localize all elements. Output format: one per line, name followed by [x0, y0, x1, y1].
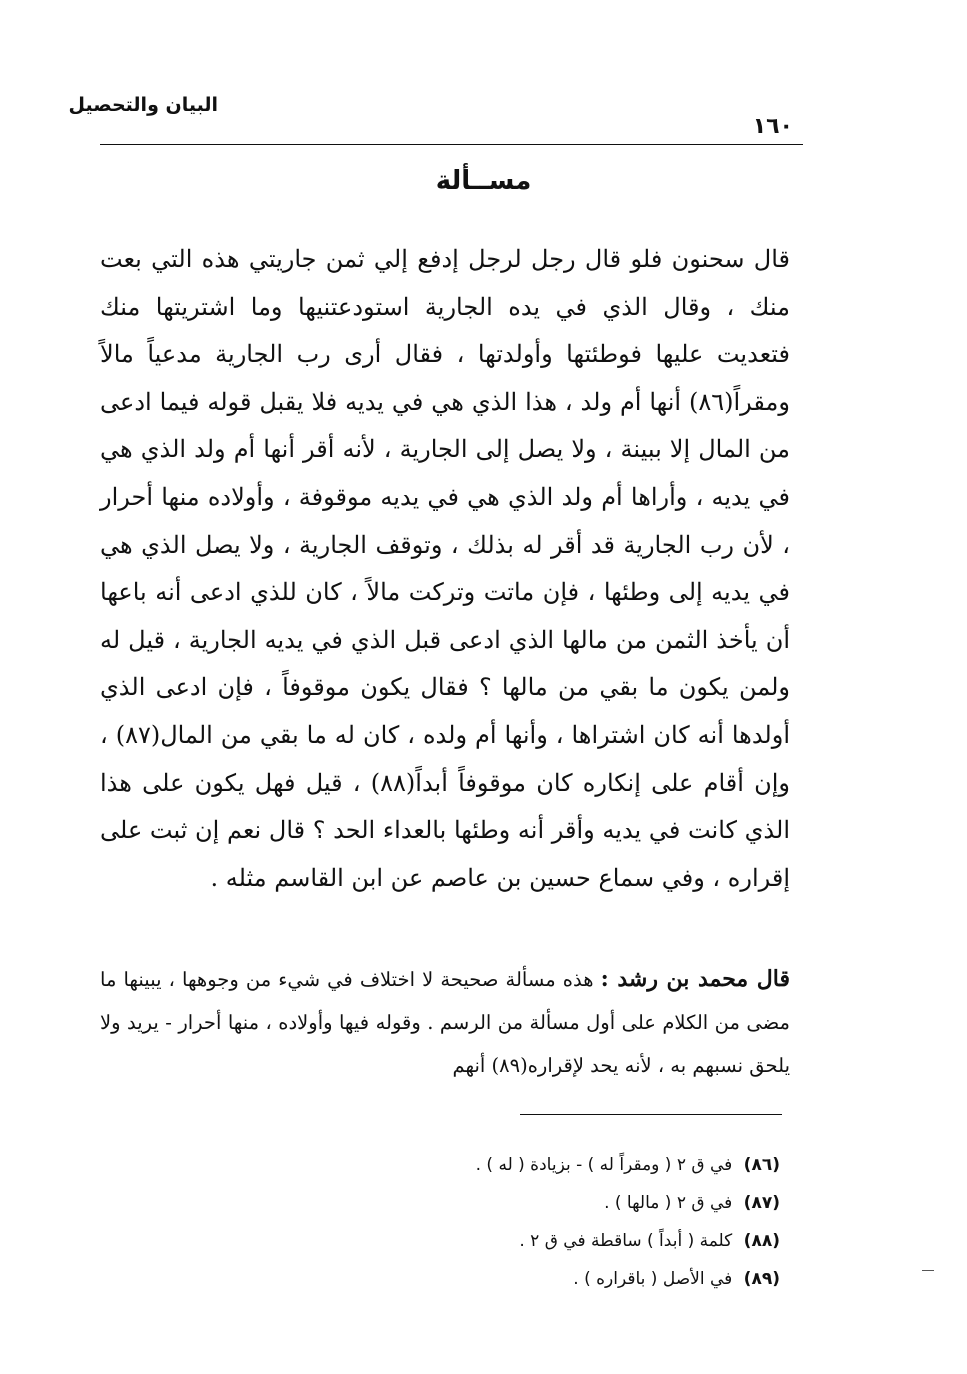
commentary-paragraph	[100, 958, 790, 1087]
header-divider	[100, 144, 803, 145]
page-header	[68, 86, 803, 146]
footnote-item	[280, 1146, 780, 1184]
footnote-number: (٨٦)	[743, 1155, 780, 1175]
running-book-title: البيان والتحصيل	[68, 94, 218, 116]
footnote-divider	[520, 1114, 782, 1115]
footnote-text: في ق ٢ ( مالها ) .	[604, 1193, 733, 1213]
commentary-lead: قال محمد بن رشد :	[600, 966, 790, 992]
footnote-text: كلمة ( أبداً ) ساقطة في ق ٢ .	[519, 1231, 733, 1251]
footnote-number: (٨٨)	[743, 1231, 780, 1251]
main-paragraph: قال سحنون فلو قال رجل لرجل إدفع إلي ثمن جاريتي هذه التي بعت منك ، وقال الذي في يده الجارية استودعتنيها وما اشتريتها منك فتعديت عليها فوطئتها وأولدتها ، فقال أرى رب الجارية مدعياً مالاً ومقراً(٨٦) أنها أم ولد ، هذا الذي هي في يديه فلا يقبل قوله فيما ادعى من المال إلا ببينة ، ولا يصل إلى الجارية ، لأنه أقر أنها أم ولد الذي هي في يديه ، وأراها أم ولد الذي هي في يديه موقوفة ، وأولاده منها أحرار ، لأن رب الجارية قد أقر له بذلك ، وتوقف الجارية ، ولا يصل الذي هي في يديه إلى وطئها ، فإن ماتت وتركت مالاً ، كان للذي ادعى أنه باعها أن يأخذ الثمن من مالها الذي ادعى قبل الذي في يديه الجارية ، قيل له ولمن يكون ما بقي من مالها ؟ فقال يكون موقوفاً ، فإن ادعى الذي أولدها أنه كان اشتراها ، وأنها أم ولده ، كان له ما بقي من المال(٨٧) ، وإن أقام على إنكاره كان موقوفاً أبداً(٨٨) ، قيل فهل يكون على هذا الذي كانت في يديه وأقر أنه وطئها بالعداء الحد ؟ قال نعم إن ثبت على إقراره ، وفي سماع حسين بن عاصم عن ابن القاسم مثله .	[100, 245, 790, 892]
scan-margin-mark	[922, 1270, 934, 1271]
footnote-number: (٨٧)	[743, 1193, 780, 1213]
footnote-number: (٨٩)	[743, 1269, 780, 1289]
page-number: ١٦٠	[752, 114, 793, 139]
footnotes-list	[280, 1146, 780, 1298]
footnote-item	[280, 1222, 780, 1260]
section-title: مســألة	[435, 166, 532, 196]
footnote-item	[280, 1184, 780, 1222]
footnote-text: في ق ٢ ( ومقراً له ) - بزيادة ( له ) .	[475, 1155, 733, 1175]
commentary-text: هذه مسألة صحيحة لا اختلاف في شيء من وجوهها ، يبينها ما مضى من الكلام على أول مسألة من الرسم . وقوله فيها وأولاده ، منها أحرار - يريد ولا يلحق نسبهم به ، لأنه يحد لإقراره(٨٩) أنهم	[100, 968, 790, 1077]
footnote-item	[280, 1260, 780, 1298]
footnote-text: في الأصل ( باقراره ) .	[573, 1269, 733, 1289]
